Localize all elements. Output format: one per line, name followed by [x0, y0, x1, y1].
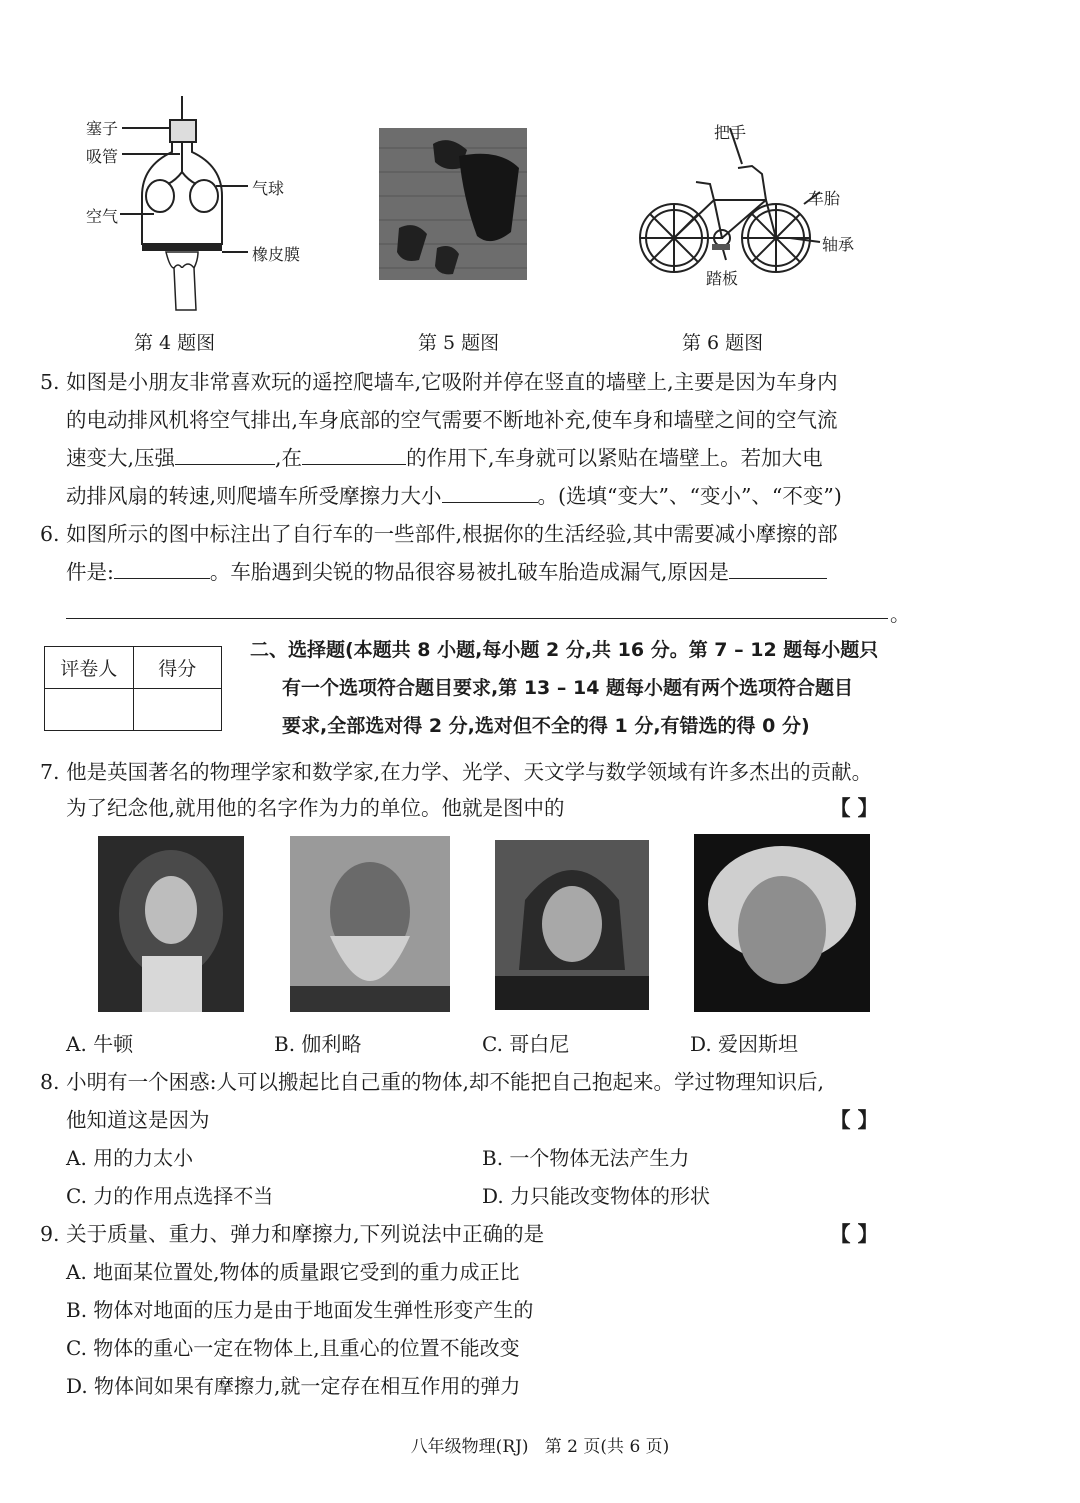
section2-line1: 二、选择题(本题共 8 小题,每小题 2 分,共 16 分。第 7 – 12 题每小题只 — [250, 639, 879, 661]
q5-line4-a: 动排风扇的转速,则爬墙车所受摩擦力大小 — [66, 484, 442, 508]
figure-5-wall-car-photo — [379, 128, 527, 280]
q5-blank-force[interactable] — [302, 444, 406, 465]
portrait-copernicus — [495, 840, 649, 1010]
q5-blank-pressure[interactable] — [175, 444, 275, 465]
caption-fig5: 第 5 题图 — [418, 332, 500, 354]
label-air: 空气 — [86, 207, 119, 226]
label-stopper: 塞子 — [86, 119, 119, 138]
q5-line4-b: 。(选填“变大”、“变小”、“不变”) — [537, 484, 842, 508]
q5-line2: 的电动排风机将空气排出,车身底部的空气需要不断地补充,使车身和墙壁之间的空气流 — [66, 408, 838, 432]
label-tire: 车胎 — [808, 189, 841, 208]
q8-option-a[interactable]: A. 用的力太小 — [66, 1146, 194, 1170]
q9-line1: 9. 关于质量、重力、弹力和摩擦力,下列说法中正确的是 — [40, 1222, 545, 1246]
q6-line2-b: 。车胎遇到尖锐的物品很容易被扎破车胎造成漏气,原因是 — [209, 560, 729, 584]
q8-line1: 8. 小明有一个困惑:人可以搬起比自己重的物体,却不能把自己抱起来。学过物理知识后, — [40, 1070, 825, 1094]
section2-line2: 有一个选项符合题目要求,第 13 – 14 题每小题有两个选项符合题目 — [282, 677, 854, 699]
q8-option-d[interactable]: D. 力只能改变物体的形状 — [482, 1184, 711, 1208]
caption-fig6: 第 6 题图 — [682, 332, 764, 354]
q8-answer-bracket[interactable]: 【 】 — [830, 1108, 879, 1132]
q6-line2 — [66, 558, 827, 586]
score-table-reviewer-cell[interactable] — [45, 689, 134, 731]
q6-blank-reason-1[interactable] — [729, 558, 827, 579]
label-handle: 把手 — [714, 123, 747, 142]
q7-line1: 7. 他是英国著名的物理学家和数学家,在力学、光学、天文学与数学领域有许多杰出的贡献。 — [40, 760, 873, 784]
portrait-einstein — [694, 834, 870, 1012]
q5-line3-b: ,在 — [275, 446, 303, 470]
q5-line1: 5. 如图是小朋友非常喜欢玩的遥控爬墙车,它吸附并停在竖直的墙壁上,主要是因为车身内 — [40, 370, 838, 394]
score-table-score-header: 得分 — [133, 647, 222, 689]
q5-line3-c: 的作用下,车身就可以紧贴在墙壁上。若加大电 — [406, 446, 823, 470]
q9-option-d[interactable]: D. 物体间如果有摩擦力,就一定存在相互作用的弹力 — [66, 1374, 521, 1398]
q7-answer-bracket[interactable]: 【 】 — [830, 796, 879, 820]
score-table-score-cell[interactable] — [133, 689, 222, 731]
page-footer: 八年级物理(RJ) 第 2 页(共 6 页) — [410, 1437, 670, 1457]
q8-line2: 他知道这是因为 — [66, 1108, 210, 1132]
label-balloon: 气球 — [252, 179, 285, 198]
q5-line3 — [66, 444, 823, 472]
caption-fig4: 第 4 题图 — [134, 332, 216, 354]
section2-line3: 要求,全部选对得 2 分,选对但不全的得 1 分,有错选的得 0 分) — [282, 715, 810, 737]
label-membrane: 橡皮膜 — [252, 245, 301, 264]
q9-option-a[interactable]: A. 地面某位置处,物体的质量跟它受到的重力成正比 — [66, 1260, 520, 1284]
q7-option-a[interactable]: A. 牛顿 — [66, 1032, 134, 1056]
q9-answer-bracket[interactable]: 【 】 — [830, 1222, 879, 1246]
label-straw: 吸管 — [86, 147, 119, 166]
figure-6 — [630, 116, 870, 296]
q9-option-b[interactable]: B. 物体对地面的压力是由于地面发生弹性形变产生的 — [66, 1298, 534, 1322]
figure-4 — [80, 92, 320, 320]
q7-option-c[interactable]: C. 哥白尼 — [482, 1032, 570, 1056]
q5-line3-a: 速变大,压强 — [66, 446, 176, 470]
q7-option-d[interactable]: D. 爱因斯坦 — [690, 1032, 799, 1056]
portrait-newton — [98, 836, 244, 1012]
score-table-reviewer-header: 评卷人 — [45, 647, 134, 689]
q5-blank-friction[interactable] — [442, 482, 538, 503]
q7-line2: 为了纪念他,就用他的名字作为力的单位。他就是图中的 — [66, 796, 565, 820]
q6-blank-parts[interactable] — [114, 558, 210, 579]
score-table — [44, 646, 222, 731]
q6-end-period: 。 — [890, 602, 910, 626]
q9-option-c[interactable]: C. 物体的重心一定在物体上,且重心的位置不能改变 — [66, 1336, 520, 1360]
portrait-galileo — [290, 836, 450, 1012]
q8-option-c[interactable]: C. 力的作用点选择不当 — [66, 1184, 274, 1208]
q6-line2-a: 件是: — [66, 560, 114, 584]
label-bearing: 轴承 — [822, 235, 855, 254]
q5-line4 — [66, 482, 842, 510]
q8-option-b[interactable]: B. 一个物体无法产生力 — [482, 1146, 690, 1170]
q6-blank-reason-2[interactable] — [66, 618, 888, 619]
q6-line1: 6. 如图所示的图中标注出了自行车的一些部件,根据你的生活经验,其中需要减小摩擦的部 — [40, 522, 838, 546]
q7-option-b[interactable]: B. 伽利略 — [274, 1032, 362, 1056]
label-pedal: 踏板 — [706, 269, 739, 288]
